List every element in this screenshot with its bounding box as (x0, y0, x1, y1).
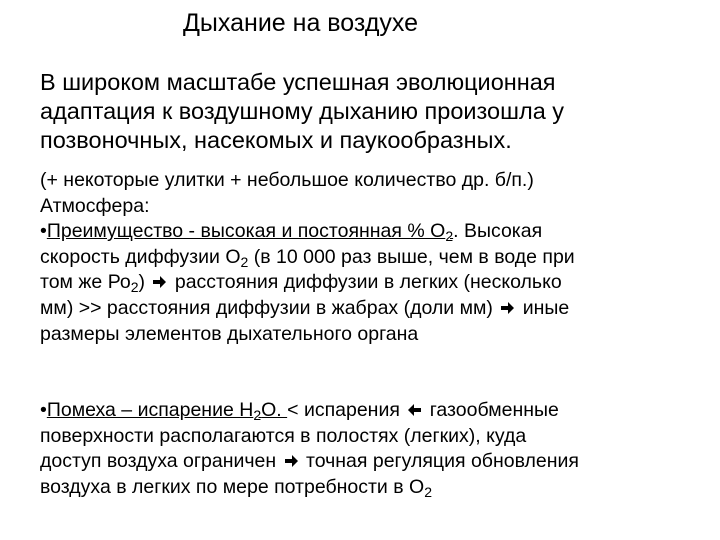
intro-line: В широком масштабе успешная эволюционная (40, 69, 556, 95)
gills-line: мм) >> расстояния диффузии в жабрах (доли мм) иные (40, 296, 570, 319)
hindrance-bullet-line: •Помеха – испарение $Н_2О$. < испарения газообменные (40, 399, 559, 423)
atmosphere-label: Атмосфера: (40, 194, 150, 217)
atmosphere-section (40, 168, 712, 347)
pressure-line: том же $Ро_2$) расстояния диффузии в легких (несколько (40, 271, 562, 296)
right-arrow-icon (152, 275, 167, 289)
slide-title: Дыхание на воздухе (183, 9, 419, 37)
intro-line: адаптация к воздушному дыханию произошла у (40, 98, 565, 124)
note-line: (+ некоторые улитки + небольшое количество др. б/п.) (40, 169, 534, 191)
regulation-line: воздуха в легких по мере потребности в $О_2$ (40, 475, 432, 500)
evaporation-section (40, 398, 712, 500)
advantage-underlined: Преимущество - высокая и постоянная % $О_2$ (46, 220, 454, 245)
left-arrow-icon (407, 403, 422, 417)
intro-line: позвоночных, насекомых и паукообразных. (40, 127, 512, 153)
intro-paragraph (40, 68, 710, 155)
right-arrow-icon (500, 301, 515, 315)
diffusion-line: скорость диффузии $О_2$ (в 10 000 раз выше, чем в воде при (40, 245, 575, 270)
hindrance-underlined: Помеха – испарение $Н_2О$. (46, 399, 288, 423)
right-arrow-icon (284, 454, 299, 468)
access-line: доступ воздуха ограничен точная регуляция обновления (40, 450, 579, 473)
advantage-bullet-line: •Преимущество - высокая и постоянная % $О_2$. Высокая (40, 220, 543, 245)
surfaces-line: поверхности располагаются в полостях (легких), куда (40, 424, 527, 447)
bullet-mark: • (40, 220, 47, 243)
organ-line: размеры элементов дыхательного органа (40, 322, 419, 345)
bullet-mark: • (40, 399, 47, 421)
